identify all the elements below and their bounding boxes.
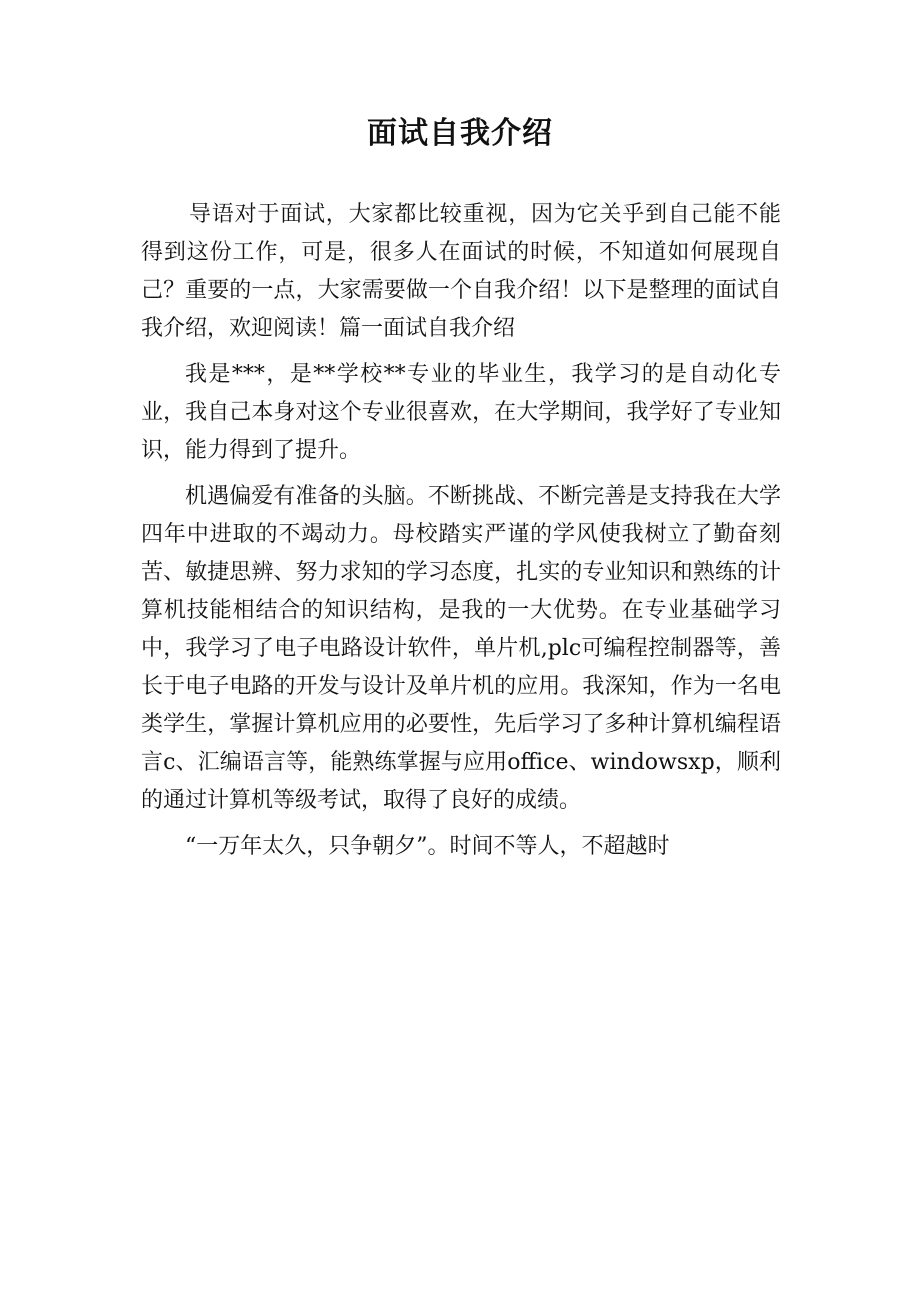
paragraph-quote: “一万年太久，只争朝夕”。时间不等人，不超越时 <box>185 834 670 859</box>
paragraph-intro: 导语对于面试，大家都比较重视，因为它关乎到自己能不能得到这份工作，可是，很多人在面试的时候，不知道如何展现自己？重要的一点，大家需要做一个自我介绍！以下是整理的面试自我介绍，欢迎阅读！篇一面试自我介绍 <box>141 202 781 341</box>
document-title: 面试自我介绍 <box>367 116 553 151</box>
document-body <box>141 196 781 874</box>
paragraph-self-intro: 我是***，是**学校**专业的毕业生，我学习的是自动化专业，我自己本身对这个专业很喜欢，在大学期间，我学好了专业知识，能力得到了提升。 <box>141 362 781 463</box>
paragraph-skills: 机遇偏爱有准备的头脑。不断挑战、不断完善是支持我在大学四年中进取的不竭动力。母校踏实严谨的学风使我树立了勤奋刻苦、敏捷思辨、努力求知的学习态度，扎实的专业知识和熟练的计算机技能相结合的知识结构，是我的一大优势。在专业基础学习中，我学习了电子电路设计软件，单片机,plc可编程控制器等，善长于电子电路的开发与设计及单片机的应用。我深知，作为一名电类学生，掌握计算机应用的必要性，先后学习了多种计算机编程语言c、汇编语言等，能熟练掌握与应用office、windowsxp，顺利的通过计算机等级考试，取得了良好的成绩。 <box>141 484 781 813</box>
